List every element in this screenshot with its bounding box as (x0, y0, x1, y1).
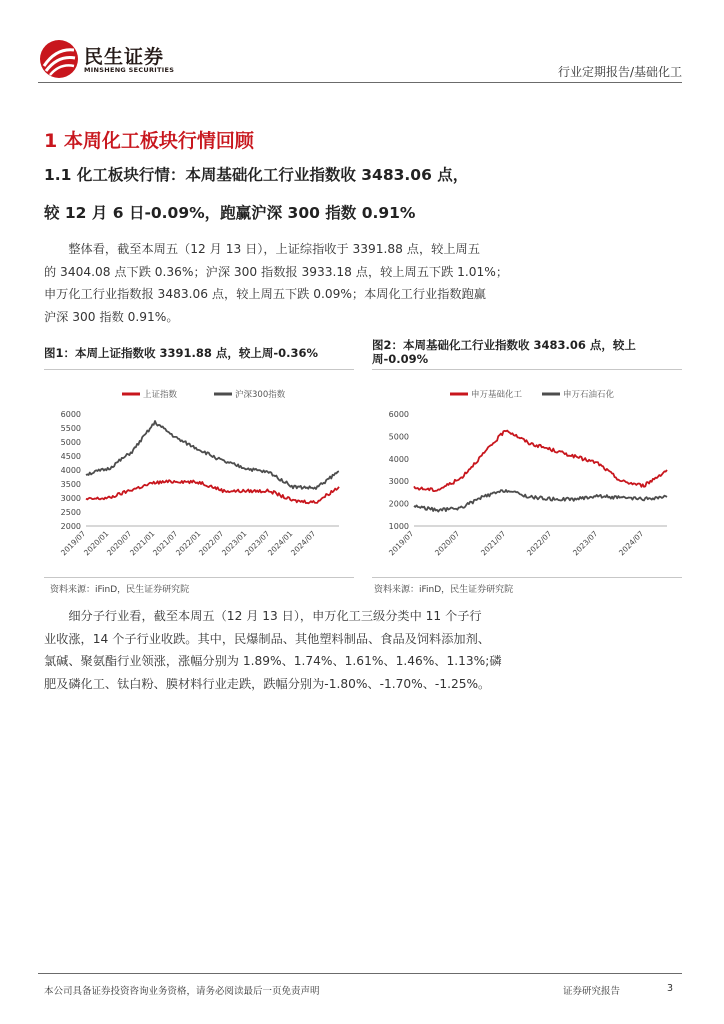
subsection-heading-line1: 1.1 化工板块行情：本周基础化工行业指数收 3483.06 点， (44, 166, 469, 184)
y-tick-label: 2500 (60, 508, 81, 517)
report-type: 行业定期报告/基础化工 (557, 65, 682, 79)
y-tick-label: 6000 (388, 410, 409, 419)
y-tick-label: 3000 (60, 494, 81, 503)
brand-logo (38, 38, 173, 80)
legend-label: 沪深300指数 (235, 390, 286, 400)
legend-label: 上证指数 (143, 390, 178, 400)
x-tick-label: 2022/07 (525, 529, 554, 558)
paragraph-line: 肥及磷化工、钛白粉、膜材料行业走跌，跌幅分别为-1.80%、-1.70%、-1.25%。 (44, 676, 491, 691)
x-tick-label: 2020/07 (105, 529, 134, 558)
x-tick-label: 2024/07 (617, 529, 646, 558)
paragraph-line: 的 3404.08 点下跌 0.36%；沪深 300 指数报 3933.18 点，较上周五下跌 1.01%； (44, 264, 509, 279)
x-tick-label: 2024/01 (266, 529, 295, 558)
x-tick-label: 2023/07 (571, 529, 600, 558)
paragraph-line: 氯碱、聚氨酯行业领涨，涨幅分别为 1.89%、1.74%、1.61%、1.46%、1.13%;磷 (44, 654, 502, 668)
figure2-caption: 图2：本周基础化工行业指数收 3483.06 点，较上周-0.09% (372, 338, 636, 366)
header-divider (38, 82, 682, 83)
legend-label: 申万石油石化 (563, 390, 615, 400)
figure2-top-rule (372, 369, 682, 370)
subsection-heading-line2: 较 12 月 6 日-0.09%，跑赢沪深 300 指数 0.91% (44, 204, 416, 222)
section-heading: 1 本周化工板块行情回顾 (44, 130, 254, 152)
figure1-source: 资料来源：iFinD，民生证券研究院 (50, 585, 190, 595)
paragraph-line: 整体看，截至本周五（12 月 13 日），上证综指收于 3391.88 点，较上周五 (44, 242, 480, 256)
x-tick-label: 2023/07 (243, 529, 272, 558)
footer-divider (38, 973, 682, 974)
x-tick-label: 2021/01 (128, 529, 157, 558)
figure1-top-rule (44, 369, 354, 370)
x-tick-label: 2021/07 (479, 529, 508, 558)
y-tick-label: 5000 (60, 438, 81, 447)
x-tick-label: 2020/07 (433, 529, 462, 558)
paragraph-line: 业收涨，14 个子行业收跌。其中，民爆制品、其他塑料制品、食品及饲料添加剂、 (44, 631, 490, 646)
x-tick-label: 2021/07 (151, 529, 180, 558)
y-tick-label: 4000 (60, 466, 81, 475)
figure1-chart (44, 378, 354, 570)
x-tick-label: 2019/07 (387, 529, 416, 558)
x-tick-label: 2023/01 (220, 529, 249, 558)
figure1-bottom-rule (44, 577, 354, 578)
brand-name-cn: 民生证券 (84, 46, 165, 68)
y-tick-label: 5500 (60, 424, 81, 433)
brand-name-en: MINSHENG SECURITIES (84, 66, 175, 74)
page-number: 3 (667, 983, 674, 994)
x-tick-label: 2022/07 (197, 529, 226, 558)
x-tick-label: 2022/01 (174, 529, 203, 558)
y-tick-label: 4000 (388, 454, 409, 464)
paragraph-subindustry (44, 605, 684, 695)
y-tick-label: 3500 (60, 480, 81, 489)
figure2-source: 资料来源：iFinD，民生证券研究院 (374, 585, 514, 595)
y-tick-label: 6000 (60, 410, 81, 419)
figure2-bottom-rule (372, 577, 682, 578)
series-line-1 (414, 431, 667, 492)
chart2-legend (450, 389, 615, 400)
figure1-caption: 图1：本周上证指数收 3391.88 点，较上周-0.36% (44, 346, 319, 360)
x-tick-label: 2024/07 (289, 529, 318, 558)
y-tick-label: 5000 (388, 432, 409, 442)
paragraph-line: 细分子行业看，截至本周五（12 月 13 日），申万化工三级分类中 11 个子行 (44, 609, 482, 623)
paragraph-line: 沪深 300 指数 0.91%。 (44, 309, 179, 324)
figure2-chart (372, 378, 682, 570)
x-tick-label: 2020/01 (82, 529, 111, 558)
y-tick-label: 2000 (388, 499, 409, 509)
footer-report-kind: 证券研究报告 (563, 986, 621, 997)
logo-mark-icon (38, 38, 80, 80)
x-tick-label: 2019/07 (59, 529, 88, 558)
series-line-2 (414, 490, 667, 512)
series-line-2 (86, 421, 339, 489)
chart1-legend (122, 389, 286, 400)
y-tick-label: 2000 (60, 522, 81, 531)
y-tick-label: 4500 (60, 452, 81, 461)
paragraph-overview (44, 238, 684, 328)
series-line-1 (86, 480, 339, 503)
y-tick-label: 3000 (388, 477, 409, 487)
y-tick-label: 1000 (388, 522, 409, 531)
paragraph-line: 申万化工行业指数报 3483.06 点，较上周五下跌 0.09%；本周化工行业指数跑赢 (44, 287, 486, 301)
legend-label: 申万基础化工 (471, 390, 523, 400)
footer-disclaimer: 本公司具备证券投资咨询业务资格，请务必阅读最后一页免责声明 (44, 986, 320, 997)
